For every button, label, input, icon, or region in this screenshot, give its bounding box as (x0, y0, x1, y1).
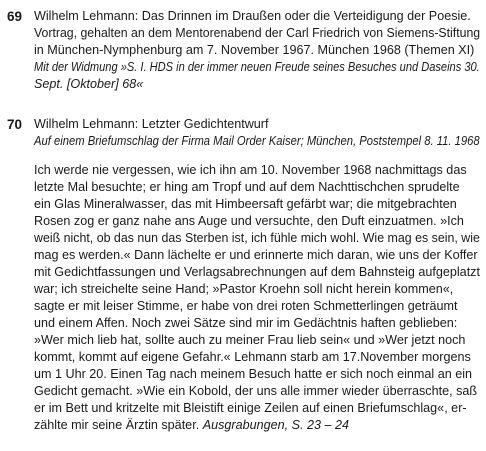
entry-number: 70 (7, 117, 23, 132)
body-line: er im Bett und kritzelte mit Bleistift einige Zeilen auf einen Briefumschlag«, er- (34, 401, 467, 415)
body-line: war; ich streichelte seine Hand; »Pastor Kroehn soll nicht herein kommen«, (34, 282, 454, 296)
entry-title: Wilhelm Lehmann: Letzter Gedichtentwurf (34, 117, 269, 131)
body-line: letzte Mal besuchte; er hing am Tropf und auf dem Nachttischchen sprudelte (34, 180, 460, 194)
entry-subtitle: Auf einem Briefumschlag der Firma Mail Order Kaiser; München, Poststempel 8. 11. 1968 (34, 134, 480, 148)
body-line: mag es werden.« Dann lächelte er und erinnerte mich daran, wie uns der Koffer (34, 248, 478, 262)
body-line: kommt, kommt auf eigene Gefahr.« Lehmann starb am 17.November morgens (34, 350, 471, 364)
body-line: Gedicht gemacht. »Wie ein Kobold, der uns alle immer wieder überraschte, saß (34, 384, 478, 398)
body-line: weiß nicht, ob das nun das Sterben ist, ich fühle mich wohl. Wie mag es sein, wie (34, 231, 480, 245)
entry-number: 69 (7, 9, 23, 24)
dedication-line: Mit der Widmung »S. I. HDS in der immer neuen Freude seines Besuches und Daseins 30. (34, 60, 480, 74)
body-line: Ich werde nie vergessen, wie ich ihn am 10. November 1968 nachmittags das (34, 163, 467, 177)
body-line: und einem Affen. Noch zwei Sätze sind mir im Gedächtnis haften geblieben: (34, 316, 458, 330)
body-line: »Wer mich lieb hat, sollte auch zu meiner Frau lieb sein« und »Wer jetzt noch (34, 333, 466, 347)
body-line-last (34, 417, 349, 434)
entry-title-line: in München-Nymphenburg am 7. November 1967. München 1968 (Themen XI) (34, 43, 475, 57)
body-line: Rosen zog er ganz nahe ans Auge und versuchte, den Duft einzuatmen. »Ich (34, 214, 464, 228)
body-line: um 1 Uhr 20. Einen Tag nach meinem Besuch hatte er sich noch einmal an ein (34, 367, 473, 381)
body-line: mit Gedichtfassungen und Verlagsabrechnungen auf dem Bahnsteig aufgeplatzt (34, 265, 480, 279)
dedication-line: Sept. [Oktober] 68« (34, 77, 144, 91)
body-text: zählte mir seine Ärztin später. (34, 418, 200, 432)
entry-title-line: Wilhelm Lehmann: Das Drinnen im Draußen oder die Verteidigung der Poesie. (34, 9, 471, 23)
body-line: sagte er mit leiser Stimme, er habe von drei roten Schmetterlingen geträumt (34, 299, 458, 313)
source-reference: Ausgrabungen, S. 23 – 24 (202, 418, 350, 432)
entry-title-line: Vortrag, gehalten an dem Mentorenabend der Carl Friedrich von Siemens-Stiftung (34, 26, 481, 40)
body-line: ein Glas Mineralwasser, das mit Himbeersaft gefärbt war; die mitgebrachten (34, 197, 457, 211)
